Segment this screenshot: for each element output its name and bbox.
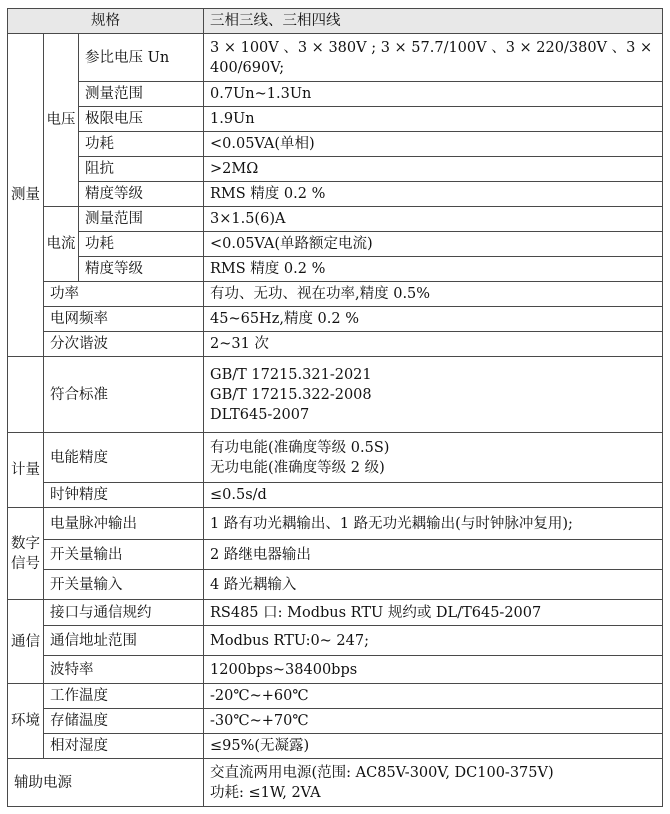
row-label: 通信地址范围 [44, 626, 204, 656]
row-label: 功率 [44, 282, 204, 307]
group-measure: 测量 [8, 34, 44, 357]
row-value: 45~65Hz,精度 0.2 % [204, 307, 663, 332]
row-value: 1 路有功光耦输出、1 路无功光耦输出(与时钟脉冲复用); [204, 508, 663, 540]
group-digital: 数字信号 [8, 508, 44, 600]
row-value: ≤95%(无凝露) [204, 734, 663, 759]
table-row [8, 508, 663, 540]
row-value: -30℃~+70℃ [204, 709, 663, 734]
row-value: RMS 精度 0.2 % [204, 257, 663, 282]
table-row [8, 157, 663, 182]
row-label: 电能精度 [44, 433, 204, 483]
row-value: 0.7Un~1.3Un [204, 82, 663, 107]
row-label: 电网频率 [44, 307, 204, 332]
table-row [8, 332, 663, 357]
spec-header-value: 三相三线、三相四线 [204, 9, 663, 34]
table-row [8, 656, 663, 684]
row-label: 阻抗 [79, 157, 204, 182]
row-label: 开关量输入 [44, 570, 204, 600]
table-row [8, 257, 663, 282]
value-line: DLT645-2007 [210, 406, 310, 423]
row-value: RS485 口: Modbus RTU 规约或 DL/T645-2007 [204, 600, 663, 626]
row-value: 有功、无功、视在功率,精度 0.5% [204, 282, 663, 307]
row-label: 工作温度 [44, 684, 204, 709]
value-line: 交直流两用电源(范围: AC85V-300V, DC100-375V) [210, 764, 554, 781]
row-label: 精度等级 [79, 257, 204, 282]
row-value: >2MΩ [204, 157, 663, 182]
value-line: GB/T 17215.322-2008 [210, 386, 372, 403]
table-row [8, 82, 663, 107]
table-row [8, 759, 663, 807]
value-line: 有功电能(准确度等级 0.5S) [210, 439, 390, 456]
row-value [204, 433, 663, 483]
row-value: 2~31 次 [204, 332, 663, 357]
row-value [204, 357, 663, 433]
row-label: 符合标准 [44, 357, 204, 433]
subgroup-current: 电流 [44, 207, 79, 282]
table-row [8, 132, 663, 157]
row-label: 电量脉冲输出 [44, 508, 204, 540]
row-label: 功耗 [79, 232, 204, 257]
table-row [8, 626, 663, 656]
spec-table [7, 8, 663, 807]
value-line: 400/690V; [210, 59, 285, 76]
table-row [8, 684, 663, 709]
table-row [8, 107, 663, 132]
row-value: Modbus RTU:0~ 247; [204, 626, 663, 656]
row-label: 参比电压 Un [79, 34, 204, 82]
table-row [8, 232, 663, 257]
table-row [8, 282, 663, 307]
table-row [8, 307, 663, 332]
row-value: ≤0.5s/d [204, 483, 663, 508]
table-row [8, 34, 663, 82]
row-value: 1200bps~38400bps [204, 656, 663, 684]
row-value: 4 路光耦输入 [204, 570, 663, 600]
table-row [8, 709, 663, 734]
table-row [8, 570, 663, 600]
row-value: 1.9Un [204, 107, 663, 132]
row-label: 极限电压 [79, 107, 204, 132]
row-label: 分次谐波 [44, 332, 204, 357]
row-value [204, 34, 663, 82]
row-label: 测量范围 [79, 82, 204, 107]
row-value: <0.05VA(单相) [204, 132, 663, 157]
row-value: RMS 精度 0.2 % [204, 182, 663, 207]
value-line: GB/T 17215.321-2021 [210, 366, 372, 383]
row-label: 功耗 [79, 132, 204, 157]
row-label: 精度等级 [79, 182, 204, 207]
table-row [8, 734, 663, 759]
row-label: 存储温度 [44, 709, 204, 734]
row-value: 3×1.5(6)A [204, 207, 663, 232]
value-line: 无功电能(准确度等级 2 级) [210, 459, 385, 476]
row-label: 接口与通信规约 [44, 600, 204, 626]
table-row [8, 433, 663, 483]
row-value: <0.05VA(单路额定电流) [204, 232, 663, 257]
group-metering: 计量 [8, 433, 44, 508]
row-label: 时钟精度 [44, 483, 204, 508]
group-env: 环境 [8, 684, 44, 759]
row-value: -20℃~+60℃ [204, 684, 663, 709]
row-label: 波特率 [44, 656, 204, 684]
row-label: 开关量输出 [44, 540, 204, 570]
spec-header-label: 规格 [8, 9, 204, 34]
row-label: 测量范围 [79, 207, 204, 232]
value-line: 3 × 100V 、3 × 380V ; 3 × 57.7/100V 、3 × 220/380V 、3 × [210, 39, 653, 56]
table-row [8, 182, 663, 207]
group-comm: 通信 [8, 600, 44, 684]
table-row [8, 483, 663, 508]
subgroup-voltage: 电压 [44, 34, 79, 207]
table-row [8, 540, 663, 570]
spec-header-row [8, 9, 663, 34]
row-label: 相对湿度 [44, 734, 204, 759]
row-label: 辅助电源 [8, 759, 204, 807]
empty-cell [8, 357, 44, 433]
row-value: 2 路继电器输出 [204, 540, 663, 570]
table-row [8, 207, 663, 232]
table-row [8, 600, 663, 626]
table-row [8, 357, 663, 433]
row-value [204, 759, 663, 807]
value-line: 功耗: ≤1W, 2VA [210, 784, 321, 801]
